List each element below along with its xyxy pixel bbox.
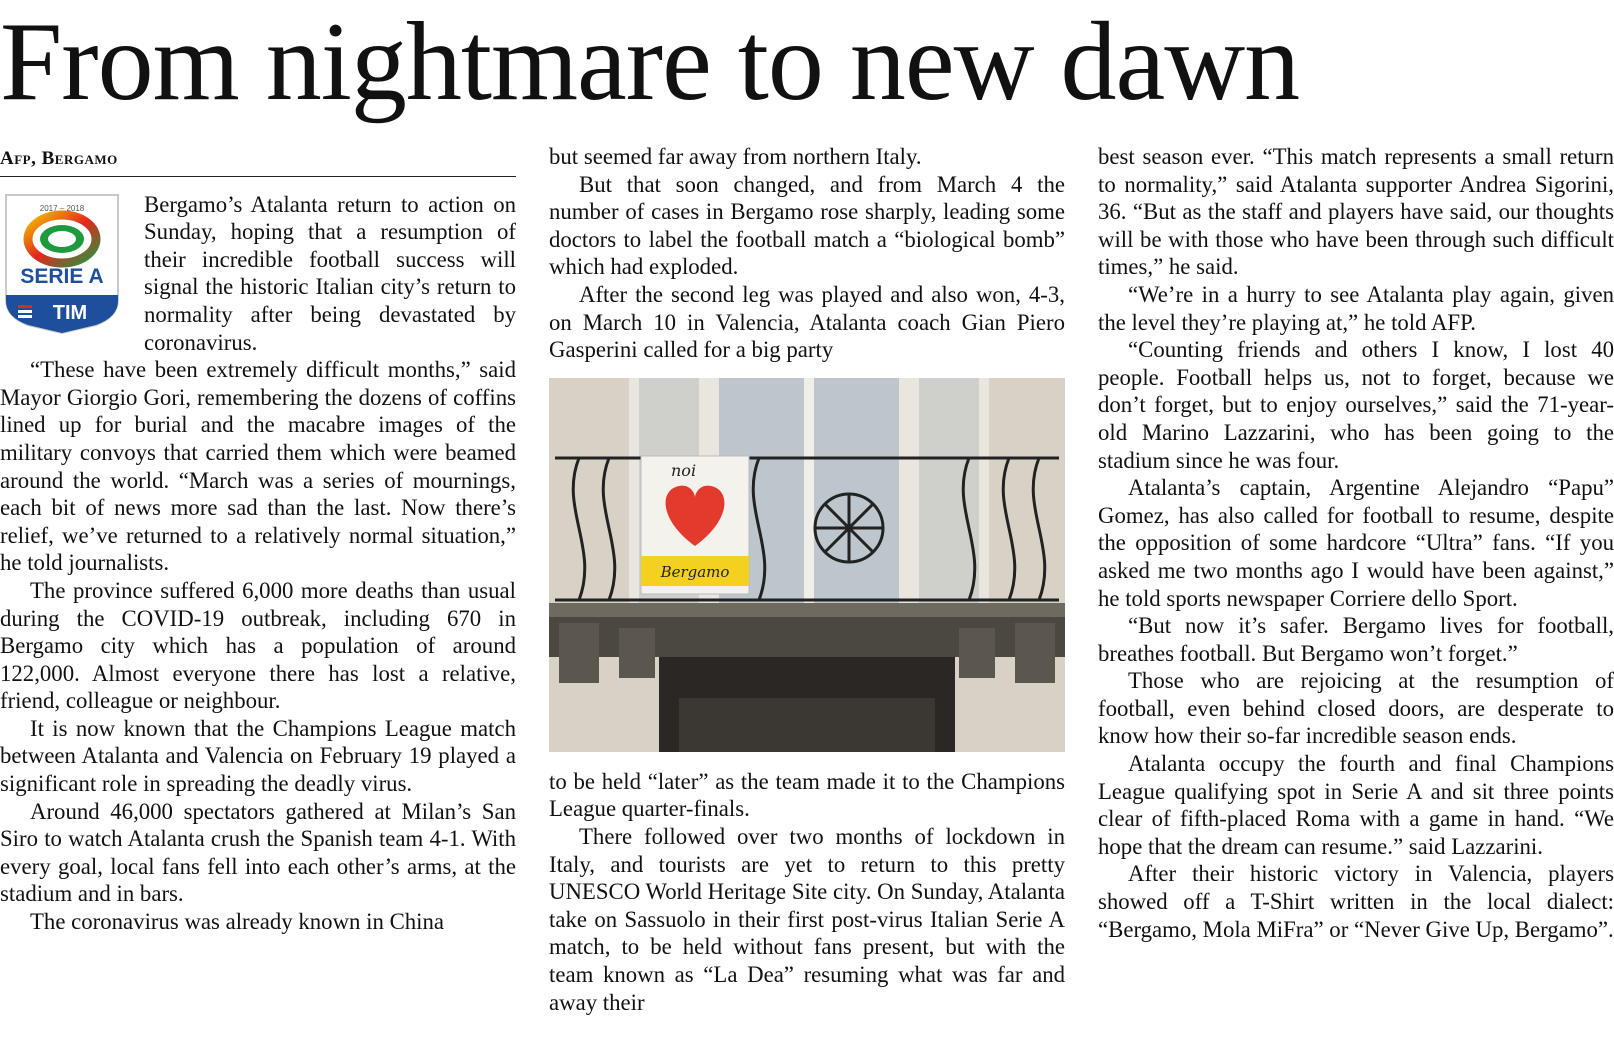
byline: Afp, Bergamo (0, 145, 516, 177)
serie-a-logo (0, 191, 124, 335)
paragraph: “We’re in a hurry to see Atalanta play again, given the level they’re playing at,” he told AFP. (1098, 281, 1614, 335)
paragraph: Those who are rejoicing at the resumption of football, even behind closed doors, are desperate to know how their so-far incredible season ends. (1098, 668, 1614, 749)
paragraph: “Counting friends and others I know, I lost 40 people. Football helps us, not to forget, because we don’t forget, but to enjoy ourselves,” said the 71-year-old Marino Lazzarini, who has been going to the stadium since he was four. (1098, 337, 1614, 473)
paragraph: The province suffered 6,000 more deaths than usual during the COVID-19 outbreak, including 670 in Bergamo city which has a population of around 122,000. Almost everyone there has lost a relative, friend, colleague or neighbour. (0, 577, 516, 714)
logo-league: SERIE A (20, 264, 104, 288)
banner-top-text: noi (671, 460, 697, 480)
paragraph: Atalanta’s captain, Argentine Alejandro “Papu” Gomez, has also called for football to resume, despite the opposition of some hardcore “Ultra” fans. “If you asked me two months ago I would have been against,” he told sports newspaper Corriere dello Sport. (1098, 475, 1614, 611)
paragraph: best season ever. “This match represents a small return to normality,” said Atalanta supporter Andrea Sigorini, 36. “But as the staff and players have said, our thoughts will be with those who have been through such difficult times,” he said. (1098, 144, 1614, 280)
headline: From nightmare to new dawn (0, 0, 1300, 124)
paragraph: After their historic victory in Valencia, players showed off a T-Shirt written in the local dialect: “Bergamo, Mola MiFra” or “Never Give Up, Bergamo”. (1098, 861, 1614, 942)
column-3 (1098, 143, 1614, 1038)
paragraph: “These have been extremely difficult months,” said Mayor Giorgio Gori, remembering the dozens of coffins lined up for burial and the macabre images of the military convoys that carried them which were beamed around the world. “March was a series of mournings, each bit of news more sad than the last. Now there’s relief, we’ve returned to a relatively normal situation,” he told journalists. (0, 357, 516, 576)
logo-sponsor: TIM (52, 301, 88, 324)
banner-bottom-text: Bergamo (660, 562, 730, 581)
paragraph: but seemed far away from northern Italy. (549, 144, 922, 169)
paragraph: But that soon changed, and from March 4 the number of cases in Bergamo rose sharply, leading some doctors to label the football match a “biological bomb” which had exploded. (549, 171, 1065, 280)
paragraph: “But now it’s safer. Bergamo lives for football, breathes football. But Bergamo won’t forget.” (1098, 613, 1614, 666)
paragraph: After the second leg was played and also won, 4-3, on March 10 in Valencia, Atalanta coach Gian Piero Gasperini called for a big party (549, 281, 1065, 363)
paragraph: It is now known that the Champions League match between Atalanta and Valencia on February 19 played a significant role in spreading the deadly virus. (0, 715, 516, 797)
balcony-photo (549, 378, 1065, 752)
paragraph: Atalanta occupy the fourth and final Champions League qualifying spot in Serie A and sit three points clear of fifth-placed Roma with a game in hand. “We hope that the dream can resume.” said Lazzarini. (1098, 751, 1614, 859)
paragraph: The coronavirus was already known in China (30, 909, 445, 935)
column-2 (549, 143, 1065, 1038)
paragraph: to be held “later” as the team made it to the Champions League quarter-finals. (549, 768, 1065, 822)
logo-season: 2017 – 2018 (39, 203, 85, 213)
paragraph: Around 46,000 spectators gathered at Milan’s San Siro to watch Atalanta crush the Spanish team 4-1. With every goal, local fans fell into each other’s arms, at the stadium and in bars. (0, 798, 516, 907)
paragraph: There followed over two months of lockdown in Italy, and tourists are yet to return to this pretty UNESCO World Heritage Site city. On Sunday, Atalanta take on Sassuolo in their first post-virus Italian Serie A match, to be held without fans present, but with the team known as “La Dea” resuming what was far and away their (549, 823, 1065, 1015)
column-1 (0, 143, 516, 1038)
paragraph: Bergamo’s Atalanta return to action on Sunday, hoping that a resumption of their incredible football success will signal the historic Italian city’s return to normality after being devastated by coronavirus. (144, 191, 516, 355)
